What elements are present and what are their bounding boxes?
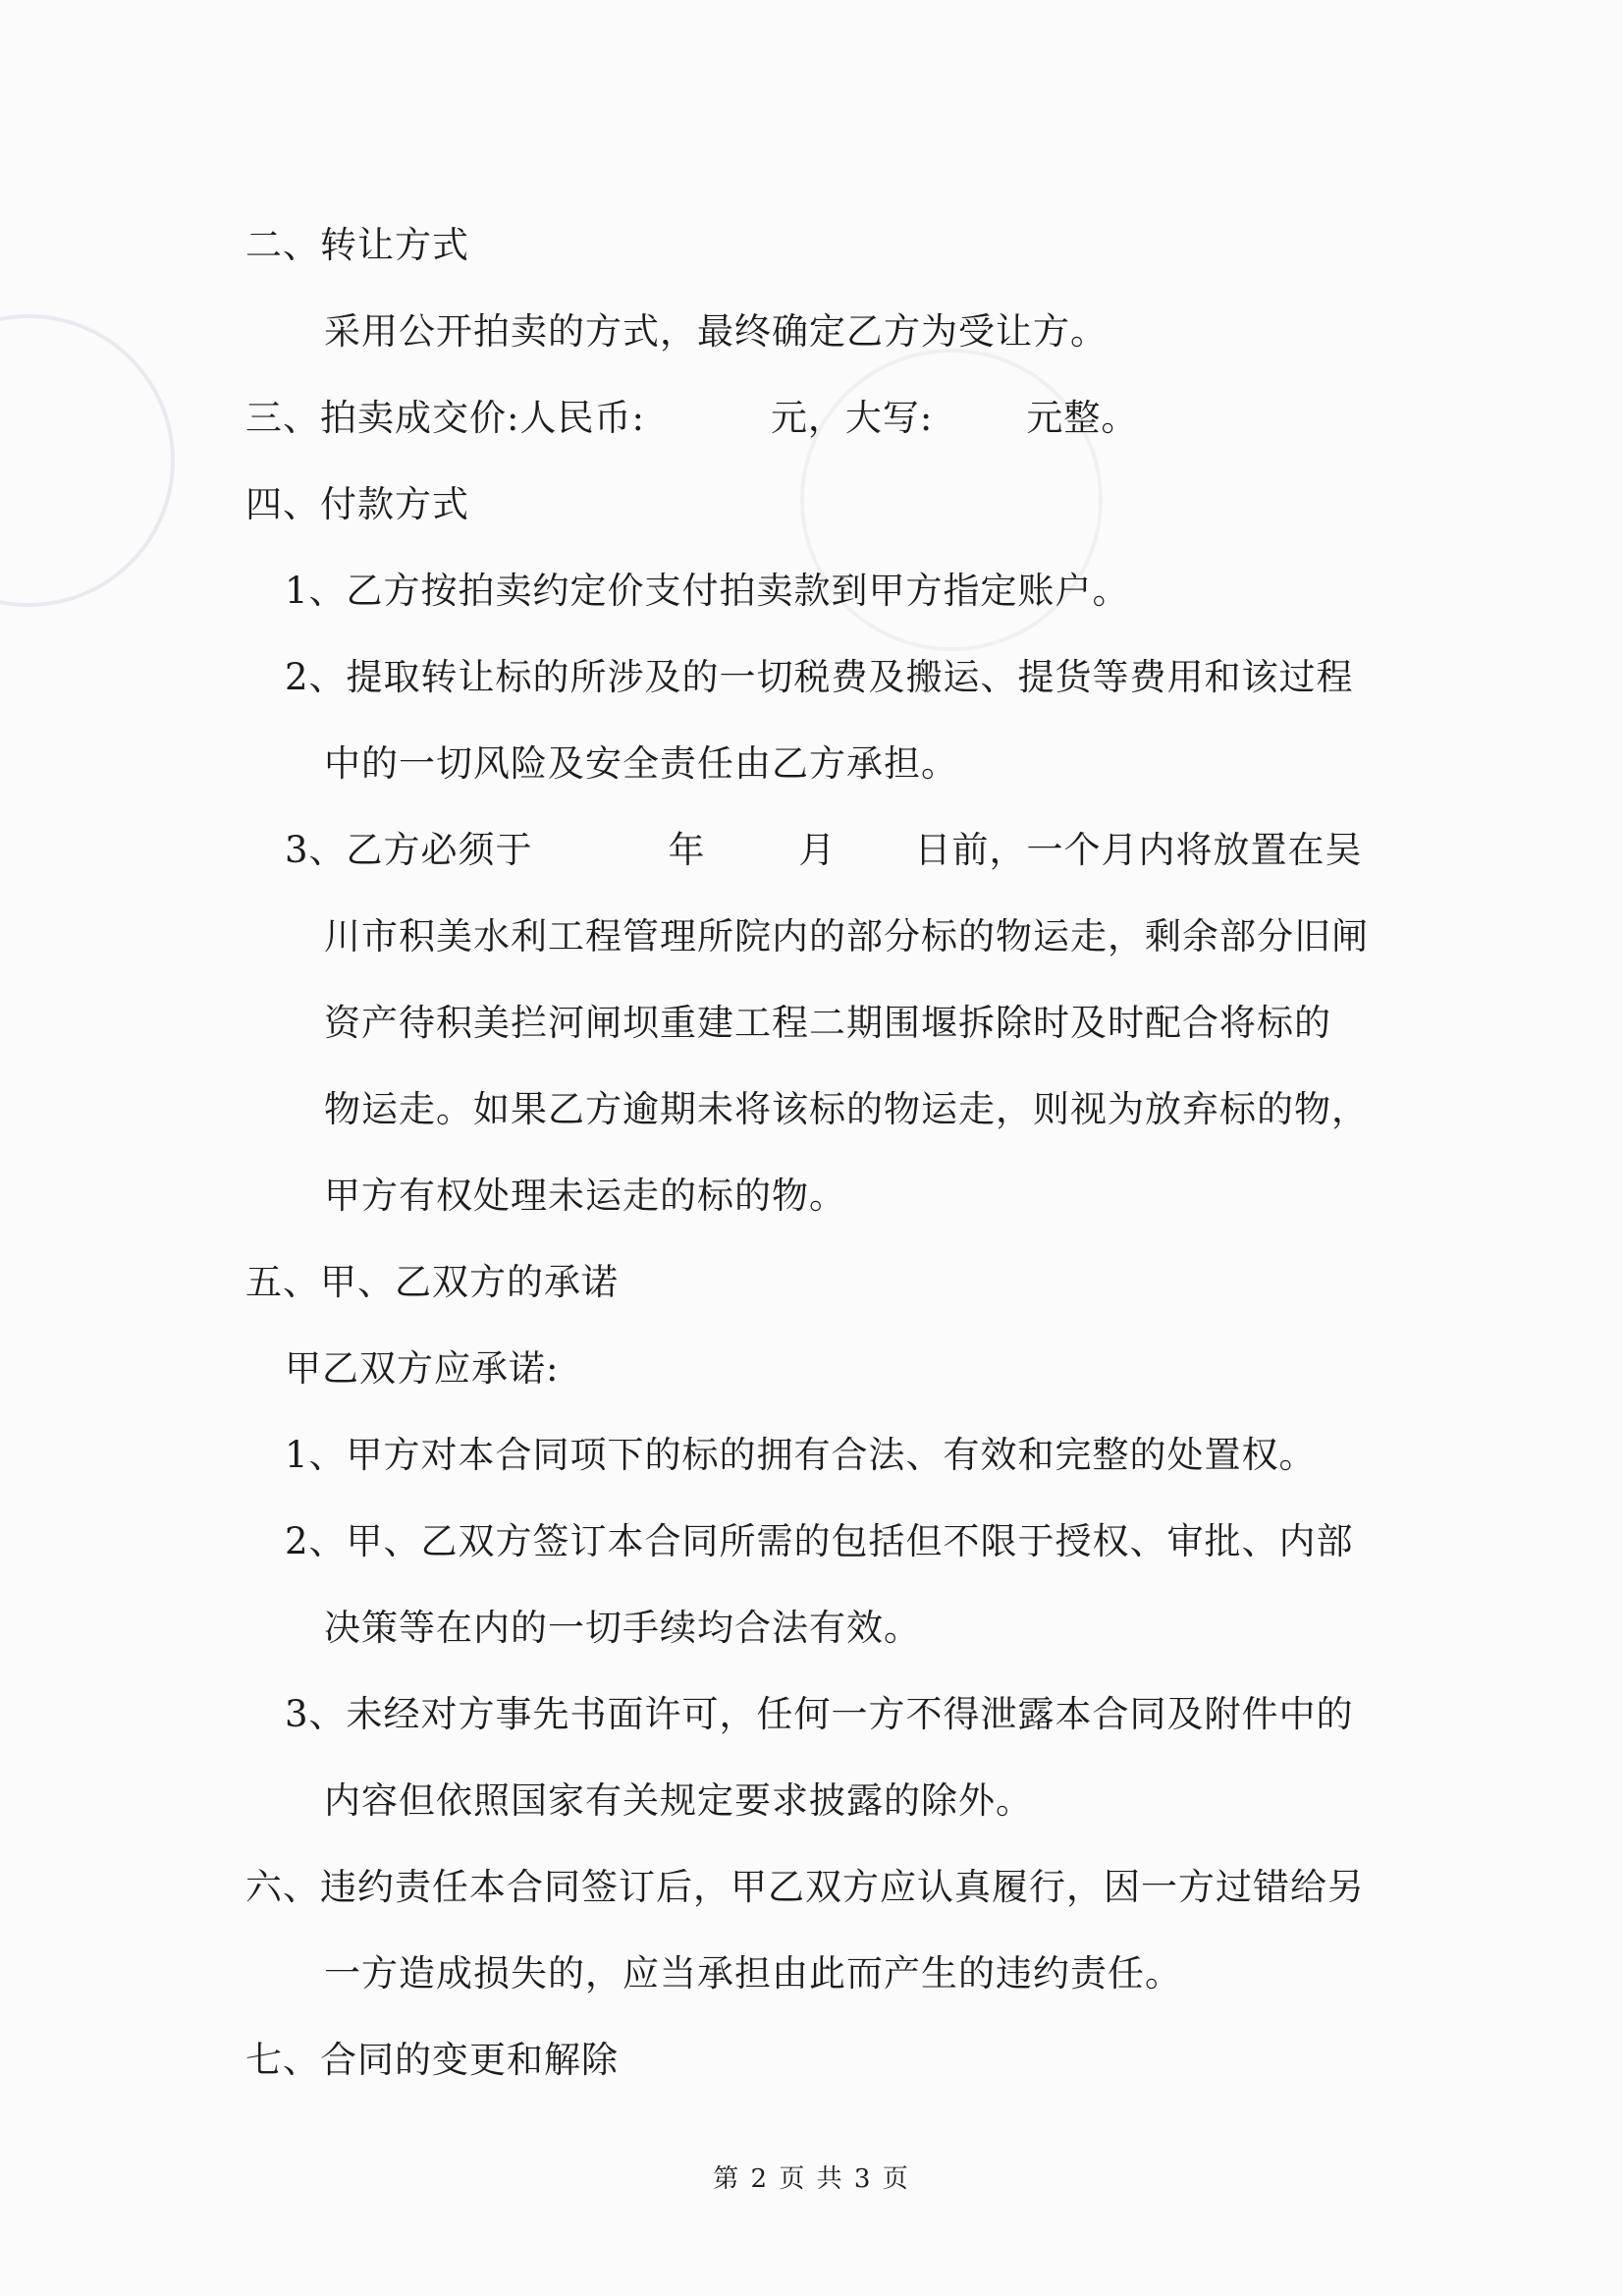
faded-seal-left xyxy=(0,314,175,607)
section-5-heading: 五、甲、乙双方的承诺 xyxy=(245,1261,619,1303)
section-5-item-3-line-2: 内容但依照国家有关规定要求披露的除外。 xyxy=(324,1779,1033,1822)
section-4-item-2-line-1: 2、提取转让标的所涉及的一切税费及搬运、提货等费用和该过程 xyxy=(285,656,1354,698)
month-label: 月 xyxy=(798,829,837,871)
section-4-item-3-line-2: 川市积美水利工程管理所院内的部分标的物运走，剩余部分旧闸 xyxy=(324,915,1369,957)
year-label: 年 xyxy=(668,829,706,871)
deadline-label: 3、乙方必须于 xyxy=(285,829,533,871)
section-4-item-3-line-4: 物运走。如果乙方逾期未将该标的物运走，则视为放弃标的物， xyxy=(324,1088,1369,1130)
section-5-item-1: 1、甲方对本合同项下的标的拥有合法、有效和完整的处置权。 xyxy=(285,1434,1317,1476)
section-5-item-3-line-1: 3、未经对方事先书面许可，任何一方不得泄露本合同及附件中的 xyxy=(285,1693,1354,1735)
section-4-item-1: 1、乙方按拍卖约定价支付拍卖款到甲方指定账户。 xyxy=(285,570,1130,612)
section-4-item-3-line-3: 资产待积美拦河闸坝重建工程二期围堰拆除时及时配合将标的 xyxy=(324,1002,1331,1044)
auction-price-label: 三、拍卖成交价:人民币: xyxy=(245,397,645,439)
section-5-item-2-line-1: 2、甲、乙双方签订本合同所需的包括但不限于授权、审批、内部 xyxy=(285,1520,1354,1562)
section-2-heading: 二、转让方式 xyxy=(245,224,469,266)
section-2-text: 采用公开拍卖的方式，最终确定乙方为受让方。 xyxy=(324,310,1108,353)
yuan-end-label: 元整。 xyxy=(1026,397,1139,439)
section-4-item-2-line-2: 中的一切风险及安全责任由乙方承担。 xyxy=(324,742,958,785)
section-5-item-2-line-2: 决策等在内的一切手续均合法有效。 xyxy=(324,1607,921,1649)
page-number-footer: 第 2 页 共 3 页 xyxy=(713,2164,910,2194)
section-6-line-1: 六、违约责任本合同签订后，甲乙双方应认真履行，因一方过错给另 xyxy=(245,1866,1365,1908)
section-4-item-3-line-1 xyxy=(285,829,1363,872)
yuan-uppercase-label: 元，大写: xyxy=(770,397,934,439)
section-3-line xyxy=(245,397,1138,440)
section-7-heading: 七、合同的变更和解除 xyxy=(245,2039,619,2081)
section-4-heading: 四、付款方式 xyxy=(245,483,469,525)
section-4-item-3-line-5: 甲方有权处理未运走的标的物。 xyxy=(324,1175,846,1217)
day-label: 日前，一个月内将放置在吴 xyxy=(914,829,1363,871)
section-5-intro: 甲乙双方应承诺: xyxy=(285,1347,560,1390)
section-6-line-2: 一方造成损失的，应当承担由此而产生的违约责任。 xyxy=(324,1952,1182,1995)
